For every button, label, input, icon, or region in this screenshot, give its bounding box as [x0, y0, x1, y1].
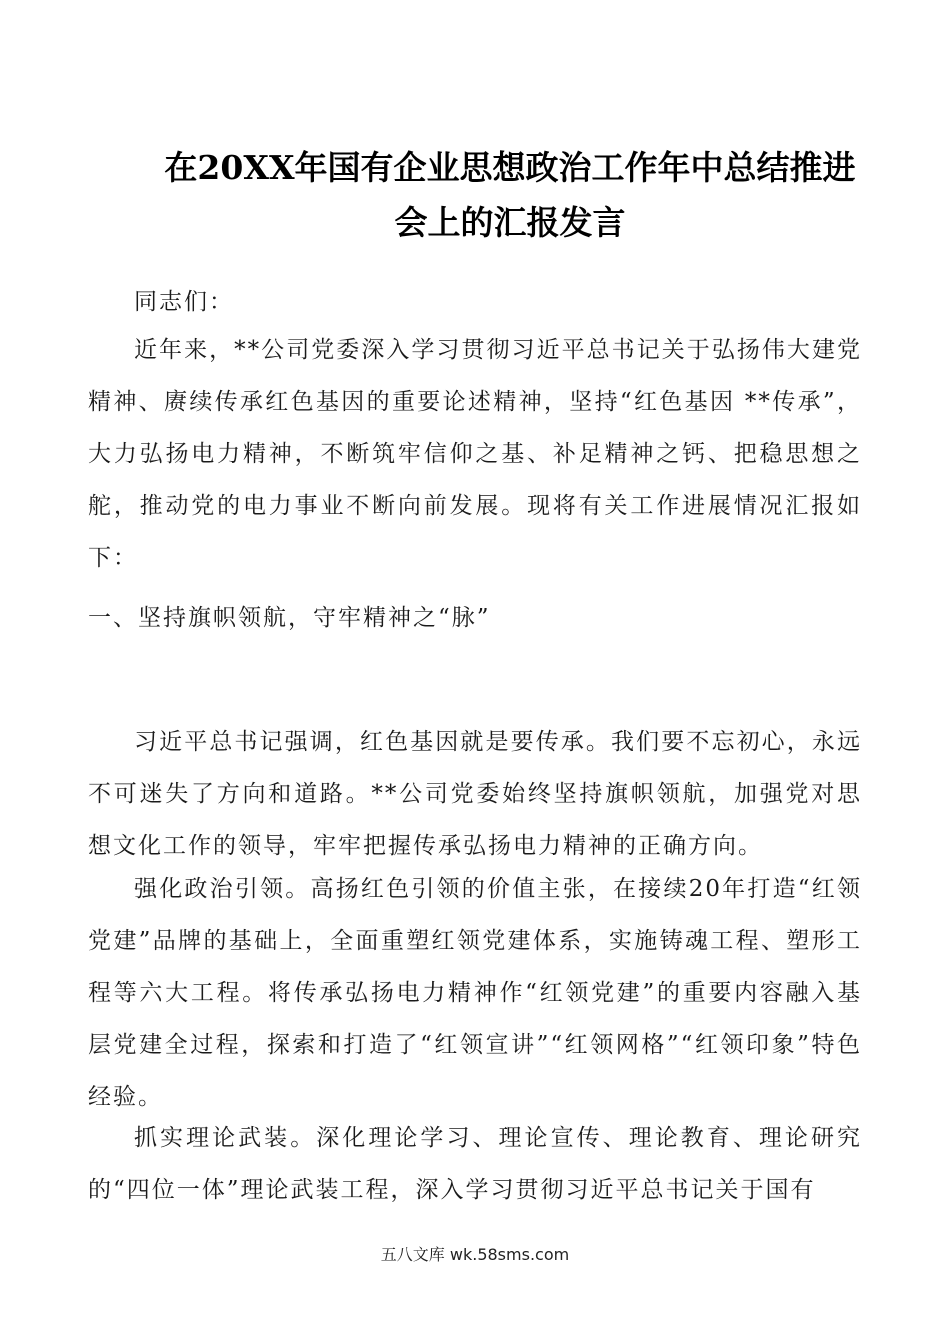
page-footer: 五八文库 wk.58sms.com	[380, 1245, 570, 1264]
greeting: 同志们：	[134, 289, 234, 315]
paragraph-2: 习近平总书记强调，红色基因就是要传承。我们要不忘初心，永远不可迷失了方向和道路。**公司党委始终坚持旗帜领航，加强党对思想文化工作的领导，牢牢把握传承弘扬电力精神的正确方向。	[88, 729, 862, 859]
intro-paragraph: 近年来，**公司党委深入学习贯彻习近平总书记关于弘扬伟大建党精神、赓续传承红色基因的重要论述精神，坚持“红色基因 **传承”，大力弘扬电力精神，不断筑牢信仰之基、补足精神之钙、把稳思想之舵，推动党的电力事业不断向前发展。现将有关工作进展情况汇报如下：	[88, 337, 862, 571]
document-title: 在20XX年国有企业思想政治工作年中总结推进会上的汇报发言	[164, 148, 856, 242]
paragraph-4: 抓实理论武装。深化理论学习、理论宣传、理论教育、理论研究的“四位一体”理论武装工程，深入学习贯彻习近平总书记关于国有	[88, 1125, 862, 1203]
paragraph-3: 强化政治引领。高扬红色引领的价值主张，在接续20年打造“红领党建”品牌的基础上，全面重塑红领党建体系，实施铸魂工程、塑形工程等六大工程。将传承弘扬电力精神作“红领党建”的重要内容融入基层党建全过程，探索和打造了“红领宣讲”“红领网格”“红领印象”特色经验。	[88, 876, 862, 1110]
section-heading: 一、坚持旗帜领航，守牢精神之“脉”	[88, 605, 491, 631]
